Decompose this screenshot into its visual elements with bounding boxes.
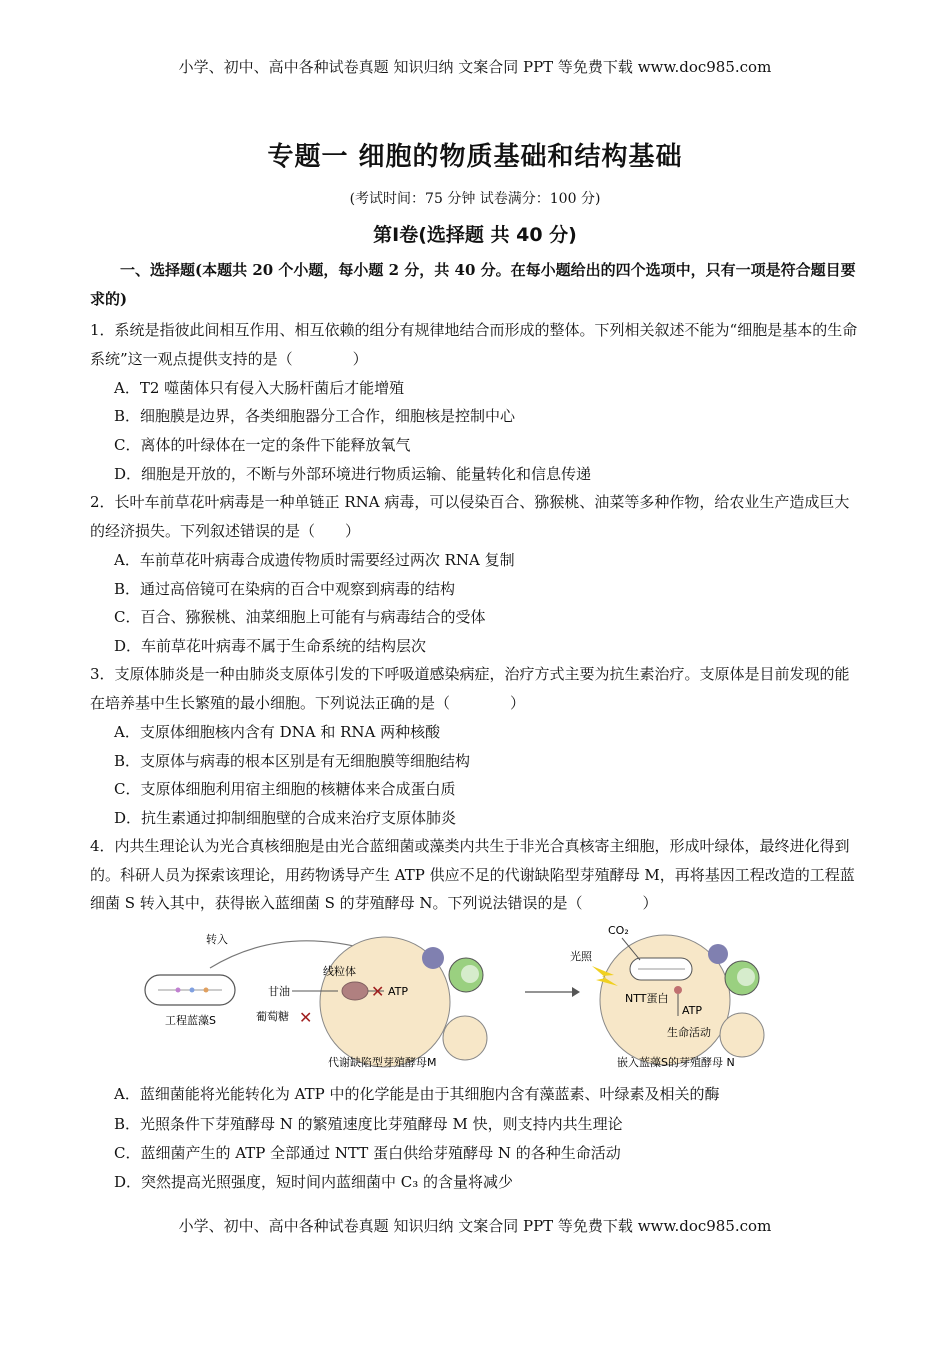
question-1-option-c: C．离体的叶绿体在一定的条件下能释放氧气 — [114, 436, 411, 454]
label-glycerol: 甘油 — [268, 985, 290, 998]
question-2-option-d: D．车前草花叶病毒不属于生命系统的结构层次 — [114, 637, 427, 655]
label-ntt: NTT蛋白 — [625, 992, 669, 1005]
question-4-option-a: A．蓝细菌能将光能转化为 ATP 中的化学能是由于其细胞内含有藻蓝素、叶绿素及相关的酶 — [114, 1085, 720, 1103]
yeast-m-bud — [443, 1016, 487, 1060]
blocked-cross-icon: ✕ — [299, 1008, 313, 1027]
label-co2: CO₂ — [608, 924, 629, 937]
label-light: 光照 — [570, 950, 592, 963]
label-atp-right: ATP — [682, 1004, 703, 1017]
volume-heading: 第Ⅰ卷(选择题 共 40 分) — [373, 224, 577, 246]
question-3-option-d: D．抗生素通过抑制细胞壁的合成来治疗支原体肺炎 — [114, 809, 457, 827]
label-engineered-s: 工程蓝藻S — [165, 1014, 216, 1027]
question-2-option-c: C．百合、猕猴桃、油菜细胞上可能有与病毒结合的受体 — [114, 608, 486, 626]
blocked-cross-icon: ✕ — [371, 982, 385, 1001]
question-3-stem: 3．支原体肺炎是一种由肺炎支原体引发的下呼吸道感染病症，治疗方式主要为抗生素治疗。支原体是目前发现的能在培养基中生长繁殖的最小细胞。下列说法正确的是（ ） — [90, 665, 850, 712]
question-1-option-a: A．T2 噬菌体只有侵入大肠杆菌后才能增殖 — [114, 379, 405, 397]
label-yeast-m: 代谢缺陷型芽殖酵母M — [328, 1056, 437, 1069]
label-yeast-n: 嵌入蓝藻S的芽殖酵母 N — [617, 1056, 735, 1069]
page-header: 小学、初中、高中各种试卷真题 知识归纳 文案合同 PPT 等免费下载 www.doc985.com — [178, 58, 772, 76]
question-2-option-b: B．通过高倍镜可在染病的百合中观察到病毒的结构 — [114, 580, 456, 598]
question-1-stem: 1．系统是指彼此间相互作用、相互依赖的组分有规律地结合而形成的整体。下列相关叙述不能为“细胞是基本的生命系统”这一观点提供支持的是（ ） — [90, 321, 858, 368]
label-atp-left: ATP — [388, 985, 409, 998]
page-title: 专题一 细胞的物质基础和结构基础 — [267, 142, 683, 172]
page-footer: 小学、初中、高中各种试卷真题 知识归纳 文案合同 PPT 等免费下载 www.doc985.com — [178, 1217, 772, 1235]
endosymbiosis-figure — [130, 920, 820, 1072]
question-2-stem: 2．长叶车前草花叶病毒是一种单链正 RNA 病毒，可以侵染百合、猕猴桃、油菜等多种作物，给农业生产造成巨大的经济损失。下列叙述错误的是（ ） — [90, 493, 850, 540]
question-2-option-a: A．车前草花叶病毒合成遗传物质时需要经过两次 RNA 复制 — [114, 551, 515, 569]
label-life: 生命活动 — [667, 1026, 711, 1039]
question-4-option-c: C．蓝细菌产生的 ATP 全部通过 NTT 蛋白供给芽殖酵母 N 的各种生命活动 — [114, 1144, 621, 1162]
organelle-icon — [422, 947, 444, 969]
label-glucose: 葡萄糖 — [256, 1010, 289, 1023]
organelle-icon — [708, 944, 728, 964]
question-3-option-b: B．支原体与病毒的根本区别是有无细胞膜等细胞结构 — [114, 752, 471, 770]
question-4-stem: 4．内共生理论认为光合真核细胞是由光合蓝细菌或藻类内共生于非光合真核寄主细胞，形成叶绿体，最终进化得到的。科研人员为探索该理论，用药物诱导产生 ATP 供应不足的代谢缺陷型芽殖酵母 M，再将基因工程改造的工程蓝细菌 S 转入其中，获得嵌入蓝细菌 S 的芽殖酵母 N。下列说法错误的是（ ） — [90, 837, 855, 912]
yeast-n-bud — [720, 1013, 764, 1057]
question-4-option-d: D．突然提高光照强度，短时间内蓝细菌中 C₃ 的含量将减少 — [114, 1173, 514, 1191]
question-4-option-b: B．光照条件下芽殖酵母 N 的繁殖速度比芽殖酵母 M 快，则支持内共生理论 — [114, 1115, 623, 1133]
question-3-option-a: A．支原体细胞核内含有 DNA 和 RNA 两种核酸 — [114, 723, 441, 741]
exam-info: (考试时间：75 分钟 试卷满分：100 分) — [349, 191, 601, 207]
label-transfer: 转入 — [206, 933, 228, 946]
mitochondrion-icon — [342, 982, 368, 1000]
section-instructions: 一、选择题(本题共 20 个小题，每小题 2 分，共 40 分。在每小题给出的四个选项中，只有一项是符合题目要求的) — [90, 261, 856, 308]
question-1-option-b: B．细胞膜是边界，各类细胞器分工合作，细胞核是控制中心 — [114, 407, 516, 425]
label-mito: 线粒体 — [323, 965, 356, 978]
question-3-option-c: C．支原体细胞利用宿主细胞的核糖体来合成蛋白质 — [114, 780, 456, 798]
question-1-option-d: D．细胞是开放的，不断与外部环境进行物质运输、能量转化和信息传递 — [114, 465, 592, 483]
